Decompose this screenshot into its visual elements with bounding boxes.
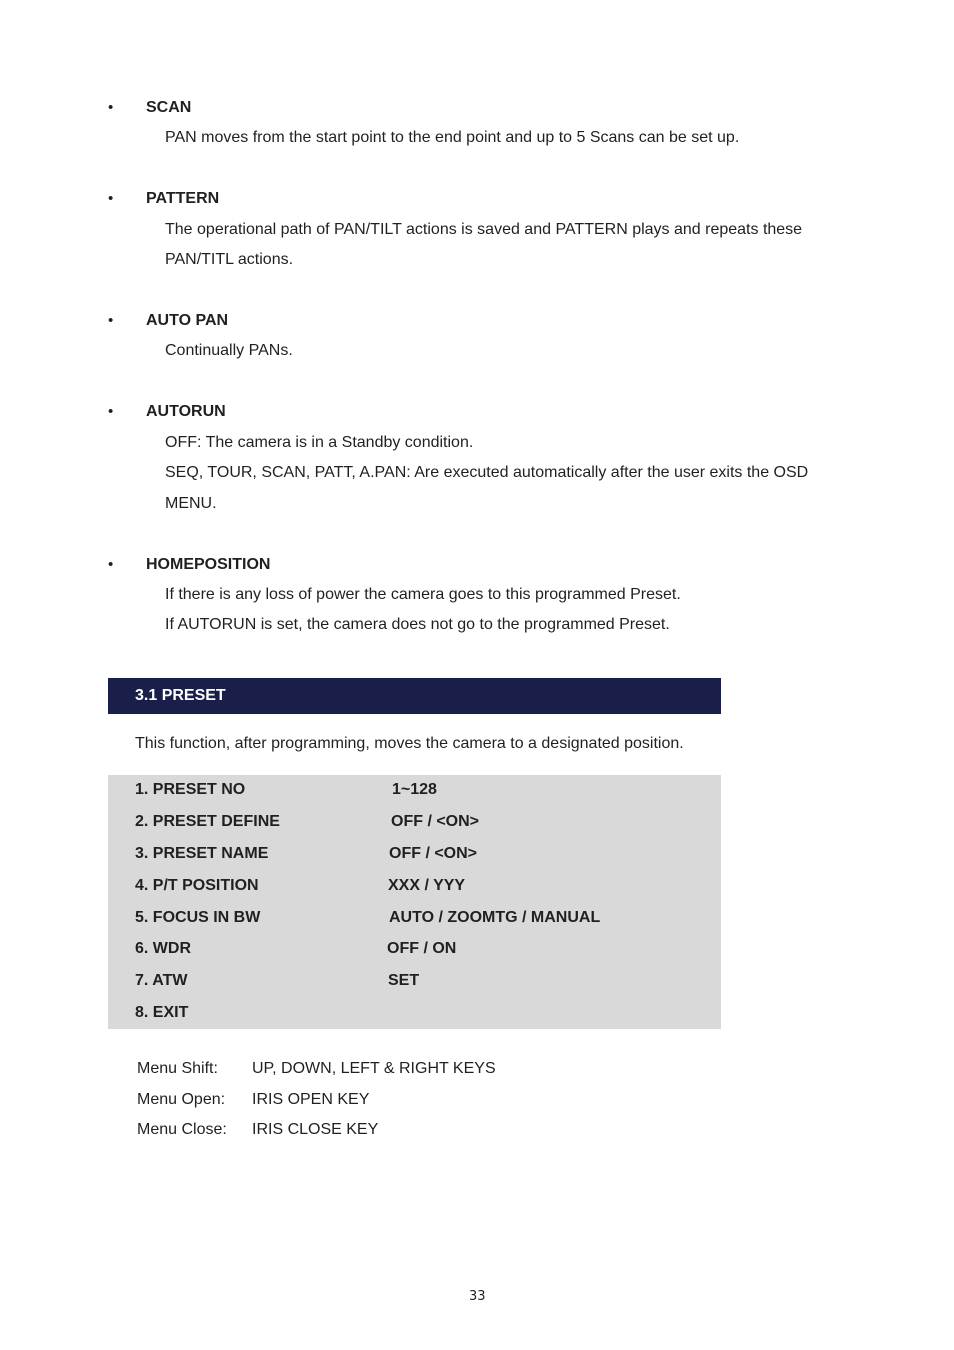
bullet-description: If there is any loss of power the camera goes to this programmed Preset. — [165, 586, 681, 603]
key-label: Menu Close: — [137, 1121, 227, 1138]
bullet-marker: • — [108, 556, 114, 573]
menu-item-value: XXX / YYY — [388, 877, 466, 894]
bullet-term: AUTORUN — [146, 403, 226, 420]
bullet-description: Continually PANs. — [165, 342, 293, 359]
bullet-description: SEQ, TOUR, SCAN, PATT, A.PAN: Are executed automatically after the user exits the OSD — [165, 464, 809, 481]
bullet-description: PAN moves from the start point to the end point and up to 5 Scans can be set up. — [165, 129, 740, 146]
bullet-description: The operational path of PAN/TILT actions is saved and PATTERN plays and repeats these — [165, 221, 803, 238]
bullet-marker: • — [108, 190, 114, 207]
menu-item-label: 8. EXIT — [135, 1004, 189, 1021]
section-header-bar — [108, 678, 721, 714]
key-value: IRIS OPEN KEY — [252, 1091, 370, 1108]
bullet-term: PATTERN — [146, 190, 220, 207]
bullet-marker: • — [108, 312, 114, 329]
menu-item-label: 2. PRESET DEFINE — [135, 813, 280, 830]
preset-menu-box — [108, 775, 721, 1029]
menu-item-label: 7. ATW — [135, 972, 188, 989]
menu-item-value: OFF / ON — [387, 940, 457, 957]
menu-item-label: 5. FOCUS IN BW — [135, 909, 261, 926]
key-value: UP, DOWN, LEFT & RIGHT KEYS — [252, 1060, 496, 1077]
bullet-marker: • — [108, 99, 114, 116]
page-number: 33 — [469, 1289, 486, 1304]
bullet-description: MENU. — [165, 495, 217, 512]
key-value: IRIS CLOSE KEY — [252, 1121, 379, 1138]
section-intro: This function, after programming, moves the camera to a designated position. — [135, 735, 684, 752]
menu-item-label: 6. WDR — [135, 940, 191, 957]
bullet-term: AUTO PAN — [146, 312, 229, 329]
menu-item-label: 1. PRESET NO — [135, 781, 246, 798]
key-label: Menu Open: — [137, 1091, 226, 1108]
bullet-term: HOMEPOSITION — [146, 556, 271, 573]
menu-item-label: 4. P/T POSITION — [135, 877, 259, 894]
bullet-description: PAN/TITL actions. — [165, 251, 294, 268]
menu-item-value: AUTO / ZOOMTG / MANUAL — [389, 909, 601, 926]
key-label: Menu Shift: — [137, 1060, 218, 1077]
bullet-marker: • — [108, 403, 114, 420]
menu-item-value: OFF / <ON> — [391, 813, 480, 830]
section-title: 3.1 PRESET — [135, 687, 226, 704]
bullet-term: SCAN — [146, 99, 192, 116]
menu-item-value: 1~128 — [392, 781, 437, 798]
bullet-description: If AUTORUN is set, the camera does not go to the programmed Preset. — [165, 616, 670, 633]
menu-item-value: OFF / <ON> — [389, 845, 478, 862]
menu-item-value: SET — [388, 972, 420, 989]
menu-item-label: 3. PRESET NAME — [135, 845, 269, 862]
bullet-description: OFF: The camera is in a Standby condition. — [165, 434, 474, 451]
